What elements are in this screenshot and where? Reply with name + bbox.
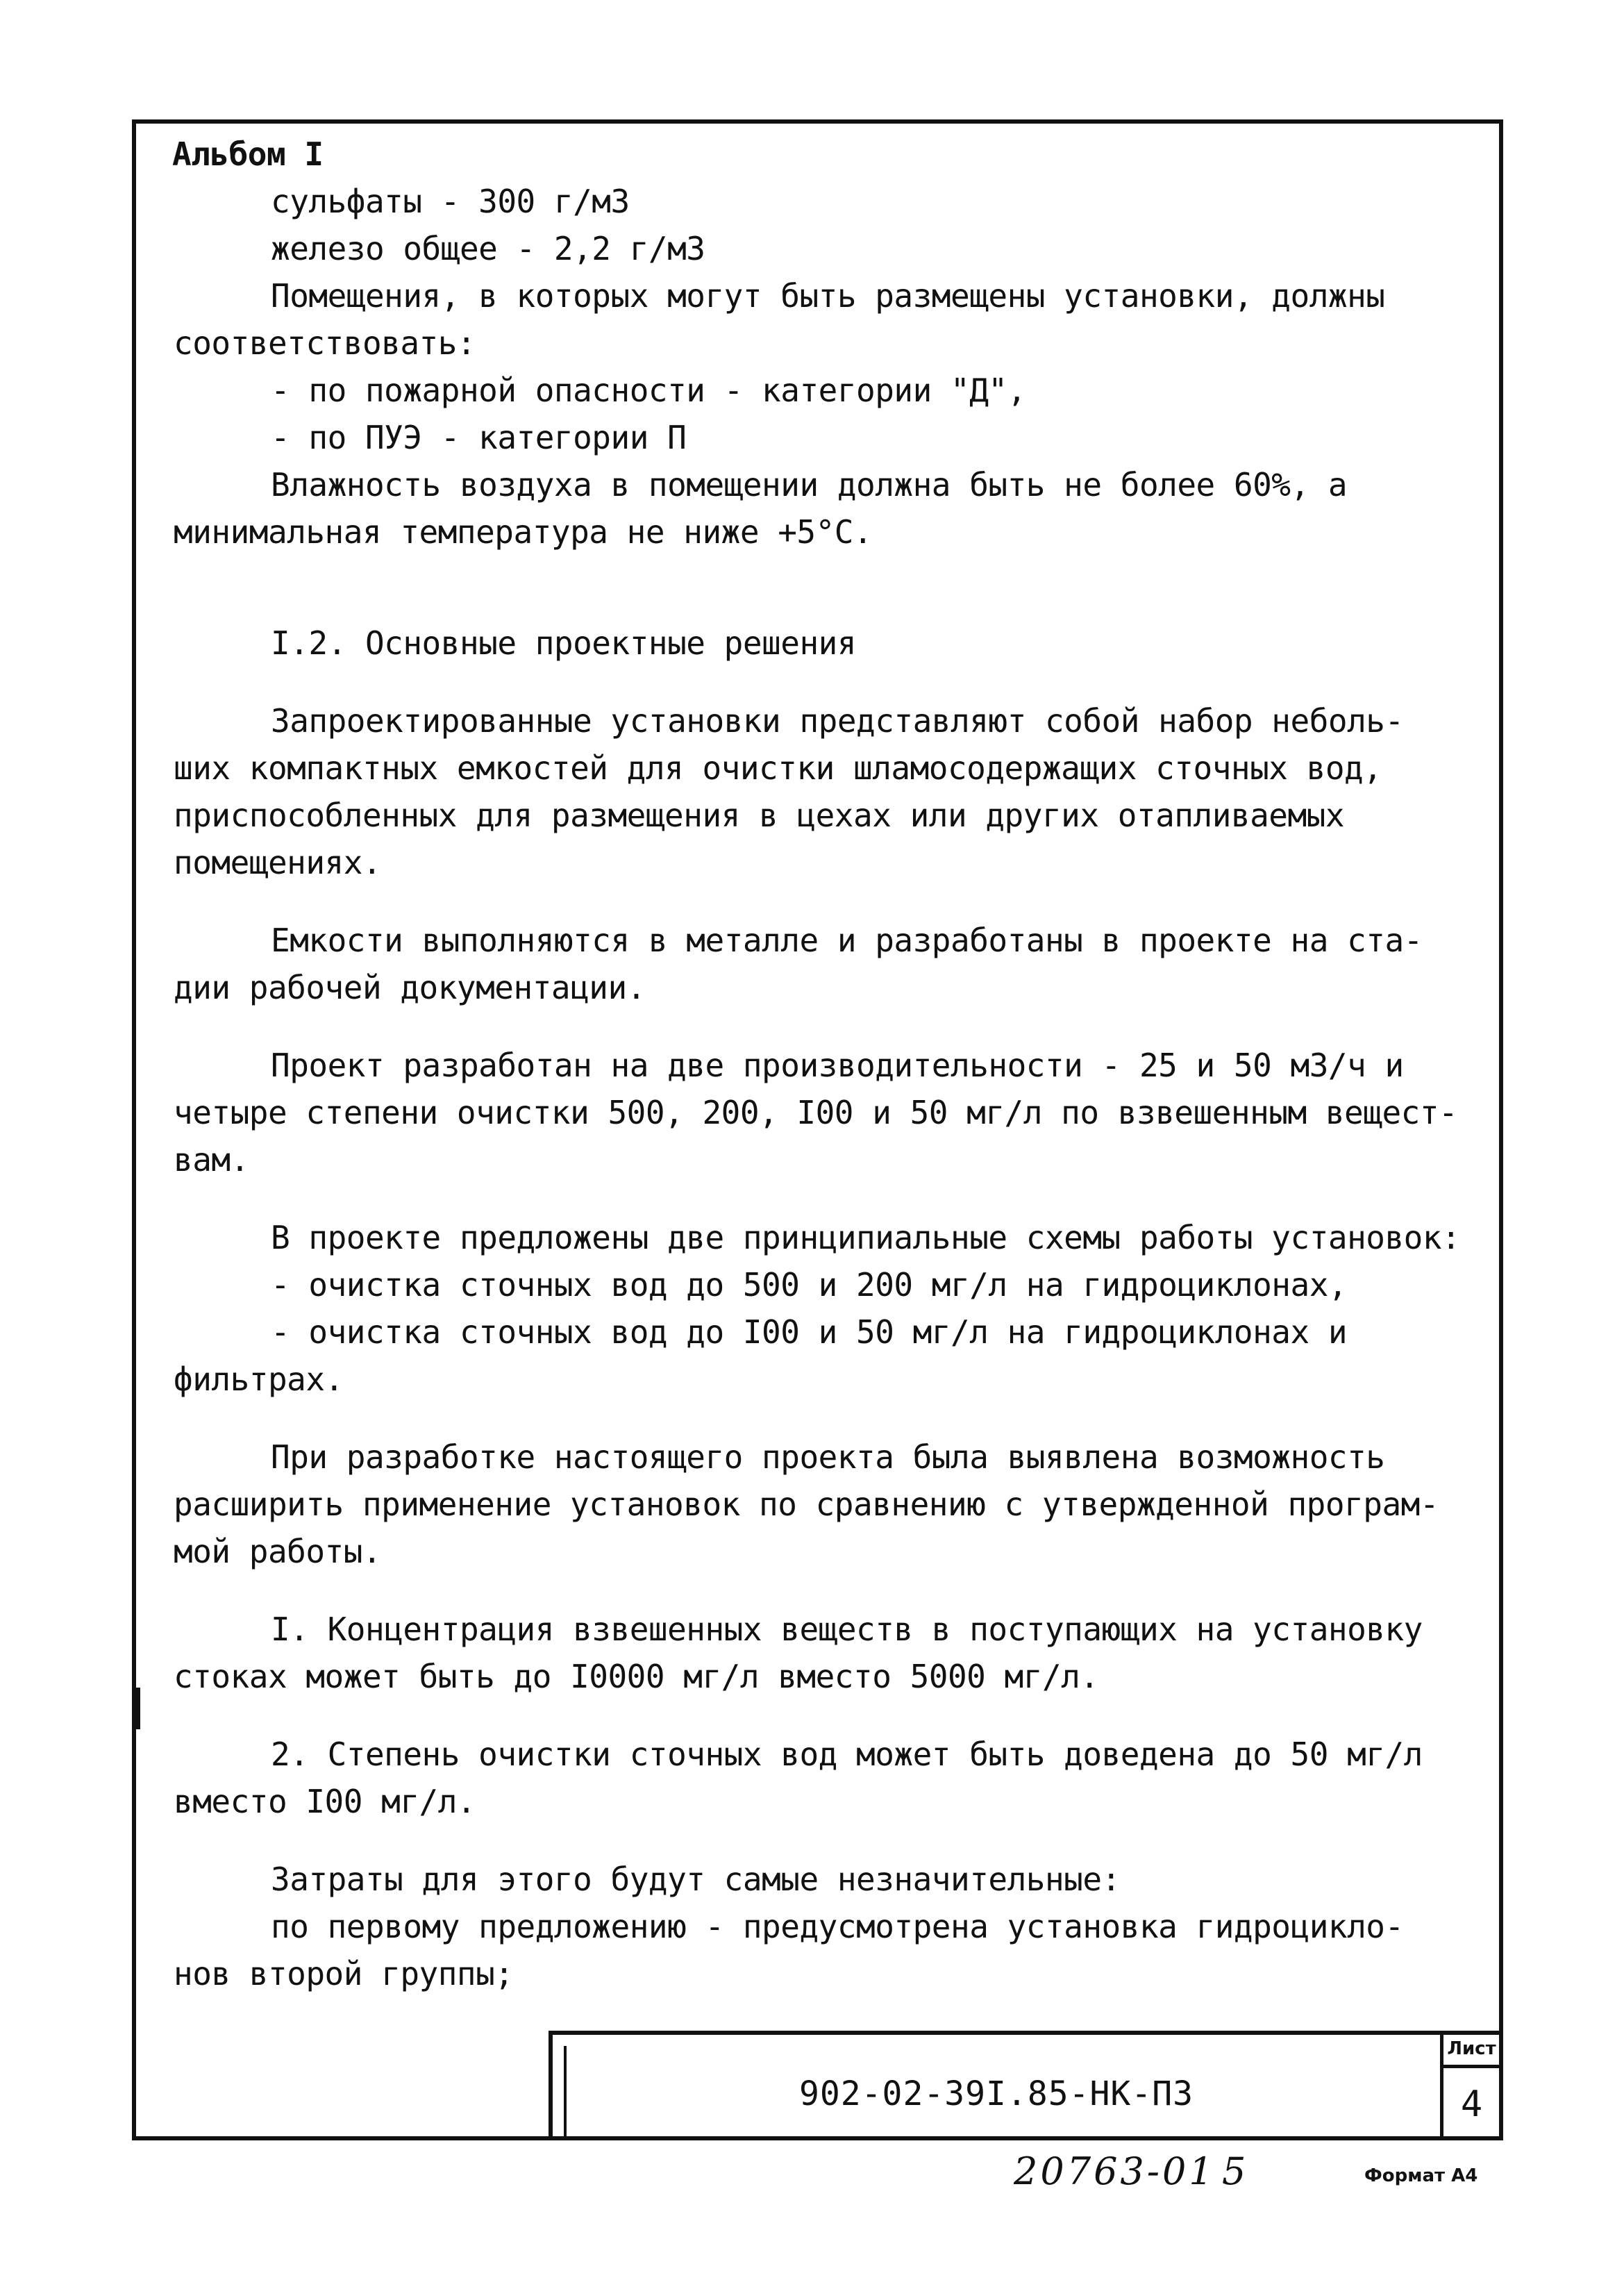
margin-mark (136, 1688, 140, 1729)
text-line: Проект разработан на две производительности - 25 и 50 м3/ч и (271, 1047, 1404, 1084)
text-line: ших компактных емкостей для очистки шламосодержащих сточных вод, (174, 749, 1382, 787)
sheet-label: Лист (1440, 2032, 1503, 2068)
format-label: Формат А4 (1364, 2165, 1478, 2186)
text-line: дии рабочей документации. (174, 969, 646, 1006)
text-line: соответствовать: (174, 324, 476, 362)
album-label: Альбом I (172, 135, 324, 173)
text-line: приспособленных для размещения в цехах или других отапливаемых (174, 797, 1345, 834)
text-line: 2. Степень очистки сточных вод может быть доведена до 50 мг/л (271, 1736, 1423, 1773)
text-line: стоках может быть до I0000 мг/л вместо 5000 мг/л. (174, 1658, 1099, 1695)
text-line: сульфаты - 300 г/м3 (271, 183, 630, 220)
copy-number: 5 (1222, 2149, 1246, 2193)
sheet-number: 4 (1460, 2083, 1483, 2125)
text-line: I. Концентрация взвешенных веществ в поступающих на установку (271, 1611, 1423, 1648)
text-line: В проекте предложены две принципиальные схемы работы установок: (271, 1219, 1461, 1256)
text-line: вам. (174, 1141, 249, 1179)
document-code: 902-02-39I.85-НК-ПЗ (798, 2074, 1194, 2113)
text-line: расширить применение установок по сравнению с утвержденной програм- (174, 1486, 1439, 1523)
text-line: вместо I00 мг/л. (174, 1783, 476, 1820)
text-line: При разработке настоящего проекта была выявлена возможность (271, 1438, 1385, 1476)
text-line: Емкости выполняются в металле и разработаны в проекте на ста- (271, 922, 1423, 959)
text-line: Влажность воздуха в помещении должна быть не более 60%, а (271, 466, 1348, 504)
text-line: Помещения, в которых могут быть размещены установки, должны (271, 277, 1385, 315)
text-line: по первому предложению - предусмотрена установка гидроцикло- (271, 1908, 1404, 1945)
text-line: железо общее - 2,2 г/м3 (271, 230, 705, 267)
text-line: минимальная температура не ниже +5°С. (174, 513, 873, 551)
text-line: Запроектированные установки представляют собой набор неболь- (271, 702, 1404, 740)
text-line: - по пожарной опасности - категории "Д", (271, 372, 1026, 409)
section-heading: I.2. Основные проектные решения (271, 624, 857, 662)
text-line: Затраты для этого будут самые незначительные: (271, 1861, 1121, 1898)
text-line: - очистка сточных вод до 500 и 200 мг/л на гидроциклонах, (271, 1266, 1348, 1304)
document-body (174, 131, 1479, 1997)
inventory-number: 20763-01 (1014, 2149, 1216, 2193)
text-line: нов второй группы; (174, 1955, 514, 1992)
text-line: помещениях. (174, 844, 382, 881)
text-line: фильтрах. (174, 1360, 344, 1398)
text-line: четыре степени очистки 500, 200, I00 и 50 мг/л по взвешенным вещест- (174, 1094, 1458, 1131)
text-line: - по ПУЭ - категории П (271, 419, 687, 456)
text-line: - очистка сточных вод до I00 и 50 мг/л на гидроциклонах и (271, 1313, 1348, 1351)
text-line: мой работы. (174, 1533, 382, 1570)
